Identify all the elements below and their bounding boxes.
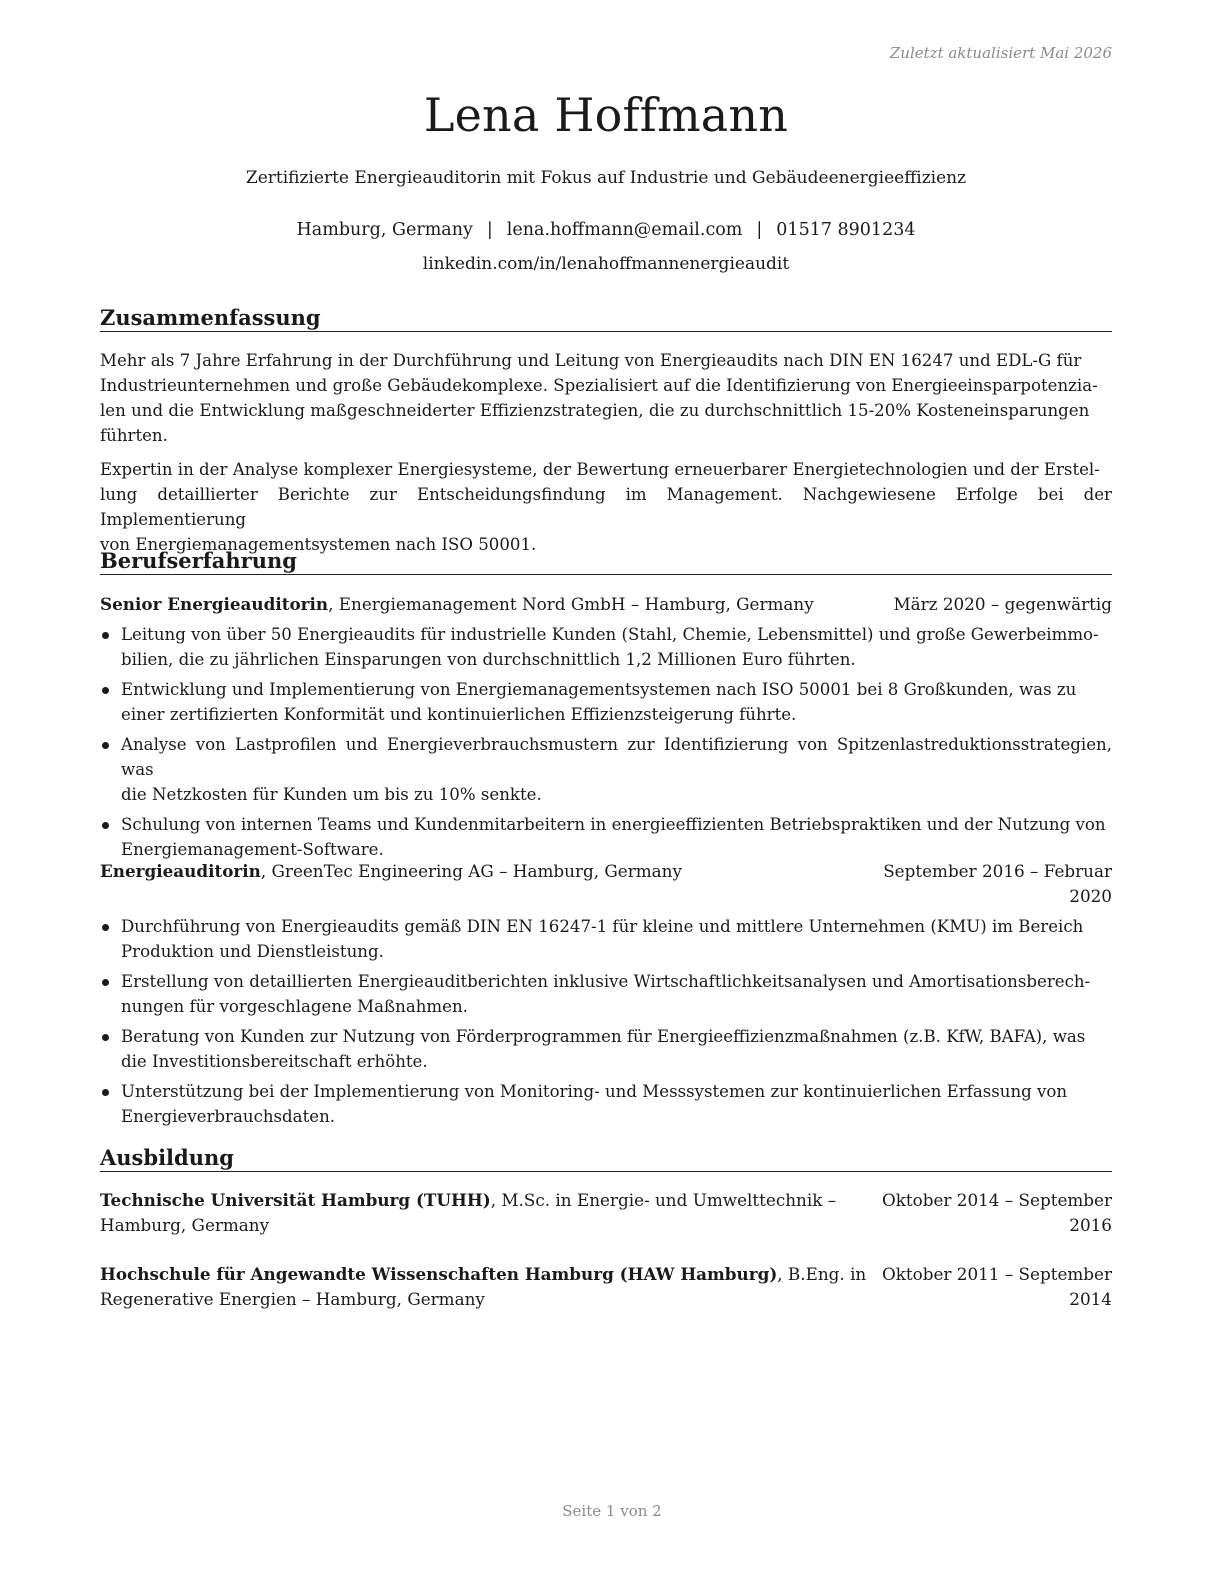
job-bullet bbox=[100, 914, 1112, 964]
bullet-icon bbox=[102, 924, 109, 931]
bullet-line: nungen für vorgeschlagene Maßnahmen. bbox=[121, 997, 468, 1016]
education-date-line: 2016 bbox=[1069, 1215, 1112, 1235]
job-bullet bbox=[100, 969, 1112, 1019]
bullet-icon bbox=[102, 822, 109, 829]
job-dates bbox=[893, 592, 1112, 617]
bullet-icon bbox=[102, 979, 109, 986]
section-heading-summary: Zusammenfassung bbox=[100, 305, 1112, 332]
page-number: Seite 1 von 2 bbox=[562, 1502, 662, 1520]
summary-line: von Energiemanagementsystemen nach ISO 50001. bbox=[100, 535, 537, 554]
last-updated-note: Zuletzt aktualisiert Mai 2026 bbox=[889, 44, 1112, 62]
job-bullet bbox=[100, 1024, 1112, 1074]
job-bullets bbox=[100, 914, 1112, 1134]
bullet-icon bbox=[102, 742, 109, 749]
education-date-line: 2014 bbox=[1069, 1289, 1112, 1309]
contact-phone[interactable]: 01517 8901234 bbox=[776, 220, 916, 240]
bullet-line: die Netzkosten für Kunden um bis zu 10% senkte. bbox=[121, 785, 542, 804]
job-organization: , Energiemanagement Nord GmbH – Hamburg, Germany bbox=[328, 594, 814, 614]
education-date-line: Oktober 2014 – September bbox=[881, 1190, 1112, 1210]
education-degree: , M.Sc. in Energie- und Umwelttechnik – bbox=[490, 1190, 837, 1210]
education-line bbox=[100, 1188, 900, 1213]
section-heading-experience: Berufserfahrung bbox=[100, 548, 1112, 575]
job-date-line: 2020 bbox=[1069, 886, 1112, 906]
contact-email[interactable]: lena.hoffmann@email.com bbox=[506, 220, 743, 240]
bullet-line: Leitung von über 50 Energieaudits für industrielle Kunden (Stahl, Chemie, Lebensmittel) und große Gewerbeimmo- bbox=[121, 625, 1099, 644]
education-details bbox=[100, 1188, 900, 1238]
summary-line: lung detaillierter Berichte zur Entscheidungsfindung im Management. Nachgewiesene Erfolge bei der Implementierung bbox=[100, 485, 1112, 529]
bullet-line: Energieverbrauchsdaten. bbox=[121, 1107, 336, 1126]
summary-line: Expertin in der Analyse komplexer Energiesysteme, der Bewertung erneuerbarer Energietechnologien und der Erstel- bbox=[100, 460, 1100, 479]
job-bullet bbox=[100, 1079, 1112, 1129]
education-date-line: Oktober 2011 – September bbox=[881, 1264, 1112, 1284]
bullet-line: Produktion und Dienstleistung. bbox=[121, 942, 384, 961]
contact-separator: | bbox=[486, 220, 493, 240]
contact-linkedin[interactable]: linkedin.com/in/lenahoffmannenergieaudit bbox=[422, 254, 790, 274]
bullet-line: Schulung von internen Teams und Kundenmitarbeitern in energieeffizienten Betriebspraktiken und der Nutzung von bbox=[121, 815, 1106, 834]
summary-paragraph-2 bbox=[100, 457, 1112, 557]
job-date-line: März 2020 – gegenwärtig bbox=[893, 594, 1112, 614]
section-heading-education: Ausbildung bbox=[100, 1145, 1112, 1172]
education-line: Regenerative Energien – Hamburg, Germany bbox=[100, 1289, 485, 1309]
contact-line bbox=[100, 220, 1112, 240]
summary-line: führten. bbox=[100, 426, 168, 445]
contact-location: Hamburg, Germany bbox=[296, 220, 473, 240]
education-line bbox=[100, 1262, 900, 1287]
bullet-icon bbox=[102, 687, 109, 694]
education-dates bbox=[872, 1188, 1112, 1238]
education-line: Hamburg, Germany bbox=[100, 1215, 270, 1235]
education-dates bbox=[872, 1262, 1112, 1312]
contact-separator: | bbox=[756, 220, 763, 240]
candidate-name: Lena Hoffmann bbox=[423, 88, 789, 142]
job-title-line bbox=[100, 859, 682, 884]
bullet-line: Beratung von Kunden zur Nutzung von Förderprogrammen für Energieeffizienzmaßnahmen (z.B. KfW, BAFA), was bbox=[121, 1027, 1086, 1046]
education-school: Technische Universität Hamburg (TUHH) bbox=[100, 1190, 491, 1210]
summary-line: Industrieunternehmen und große Gebäudekomplexe. Spezialisiert auf die Identifizierung von Energieeinsparpotenzia- bbox=[100, 376, 1098, 395]
bullet-icon bbox=[102, 1089, 109, 1096]
bullet-line: die Investitionsbereitschaft erhöhte. bbox=[121, 1052, 428, 1071]
job-date-line: September 2016 – Februar bbox=[883, 861, 1112, 881]
bullet-line: Durchführung von Energieaudits gemäß DIN EN 16247-1 für kleine und mittlere Unternehmen (KMU) im Bereich bbox=[121, 917, 1084, 936]
job-title: Energieauditorin bbox=[100, 861, 261, 881]
summary-paragraph-1 bbox=[100, 348, 1112, 448]
bullet-line: Unterstützung bei der Implementierung von Monitoring- und Messsystemen zur kontinuierlichen Erfassung von bbox=[121, 1082, 1068, 1101]
summary-line: len und die Entwicklung maßgeschneiderter Effizienzstrategien, die zu durchschnittlich 15-20% Kosteneinsparungen bbox=[100, 401, 1090, 420]
job-title-line bbox=[100, 592, 814, 617]
job-organization: , GreenTec Engineering AG – Hamburg, Germany bbox=[260, 861, 682, 881]
bullet-icon bbox=[102, 632, 109, 639]
job-dates bbox=[883, 859, 1112, 909]
bullet-line: Erstellung von detaillierten Energieauditberichten inklusive Wirtschaftlichkeitsanalysen und Amortisationsberech- bbox=[121, 972, 1091, 991]
job-bullet bbox=[100, 622, 1112, 672]
bullet-line: Entwicklung und Implementierung von Energiemanagementsystemen nach ISO 50001 bei 8 Großkunden, was zu bbox=[121, 680, 1077, 699]
job-bullet bbox=[100, 677, 1112, 727]
education-school: Hochschule für Angewandte Wissenschaften Hamburg (HAW Hamburg) bbox=[100, 1264, 778, 1284]
bullet-line: Energiemanagement-Software. bbox=[121, 840, 384, 859]
candidate-tagline: Zertifizierte Energieauditorin mit Fokus auf Industrie und Gebäudeenergieeffizienz bbox=[245, 168, 967, 188]
education-details bbox=[100, 1262, 900, 1312]
summary-line: Mehr als 7 Jahre Erfahrung in der Durchführung und Leitung von Energieaudits nach DIN EN 16247 und EDL-G für bbox=[100, 351, 1082, 370]
bullet-line: Analyse von Lastprofilen und Energieverbrauchsmustern zur Identifizierung von Spitzenlastreduktionsstrategien, was bbox=[121, 735, 1112, 779]
bullet-line: bilien, die zu jährlichen Einsparungen von durchschnittlich 1,2 Millionen Euro führten. bbox=[121, 650, 856, 669]
job-title: Senior Energieauditorin bbox=[100, 594, 329, 614]
job-bullets bbox=[100, 622, 1112, 867]
education-degree: , B.Eng. in bbox=[777, 1264, 867, 1284]
bullet-line: einer zertifizierten Konformität und kontinuierlichen Effizienzsteigerung führte. bbox=[121, 705, 797, 724]
bullet-icon bbox=[102, 1034, 109, 1041]
job-bullet bbox=[100, 812, 1112, 862]
job-bullet bbox=[100, 732, 1112, 807]
